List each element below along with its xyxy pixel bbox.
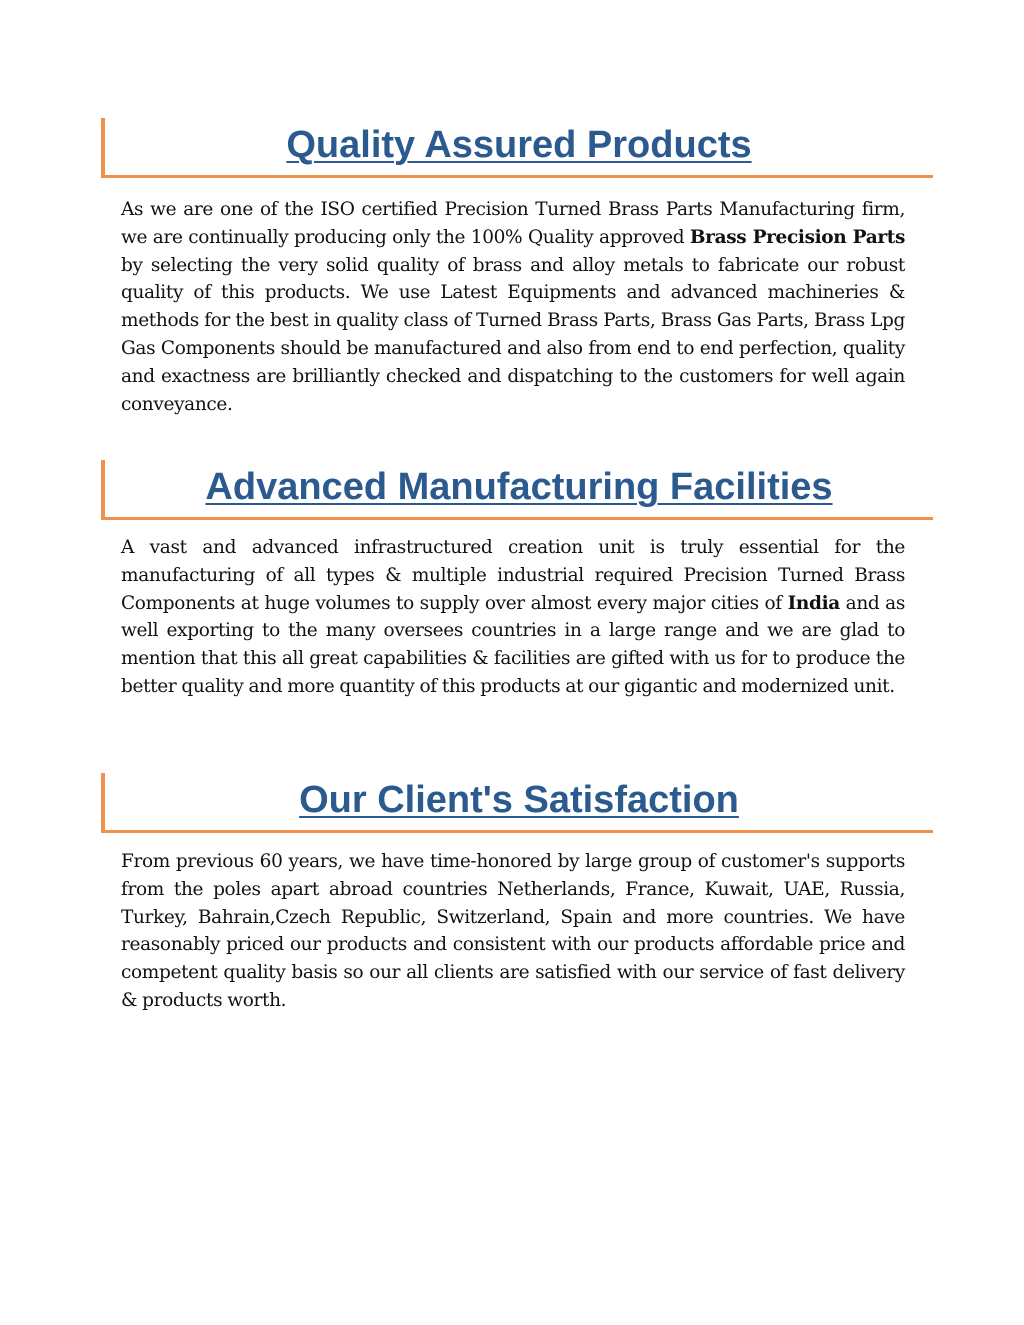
section-heading: Our Client's Satisfaction	[299, 779, 739, 821]
section-heading: Advanced Manufacturing Facilities	[205, 466, 833, 508]
paragraph-text: As we are one of the ISO certified Precision Turned Brass Parts Manufacturing firm, we are continually producing only the 100% Quality approved	[121, 199, 905, 248]
paragraph-bold-text: India	[787, 592, 840, 614]
section-paragraph	[121, 196, 905, 418]
section-paragraph	[121, 848, 905, 1015]
paragraph-text: by selecting the very solid quality of brass and alloy metals to fabricate our robust quality of this products. We use Latest Equipments and advanced machineries & methods for the best in quality class of Turned Brass Parts, Brass Gas Parts, Brass Lpg Gas Components should be manufactured and also from end to end perfection, quality and exactness are brilliantly checked and dispatching to the customers for well again conveyance.	[121, 254, 905, 415]
section-paragraph	[121, 534, 905, 701]
paragraph-bold-text: Brass Precision Parts	[689, 226, 906, 248]
section-heading: Quality Assured Products	[286, 124, 752, 166]
paragraph-text: From previous 60 years, we have time-honored by large group of customer's supports from the poles apart abroad countries Netherlands, France, Kuwait, UAE, Russia, Turkey, Bahrain,Czech Republic, Switzerland, Spain and more countries. We have reasonably priced our products and consistent with our products affordable price and competent quality basis so our all clients are satisfied with our service of fast delivery & products worth.	[121, 851, 905, 1011]
paragraph-text: and as well exporting to the many oversees countries in a large range and we are glad to mention that this all great capabilities & facilities are gifted with us for to produce the better quality and more quantity of this products at our gigantic and modernized unit.	[121, 592, 905, 697]
paragraph-text: A vast and advanced infrastructured creation unit is truly essential for the manufacturing of all types & multiple industrial required Precision Turned Brass Components at huge volumes to supply over almost every major cities of	[121, 537, 905, 614]
